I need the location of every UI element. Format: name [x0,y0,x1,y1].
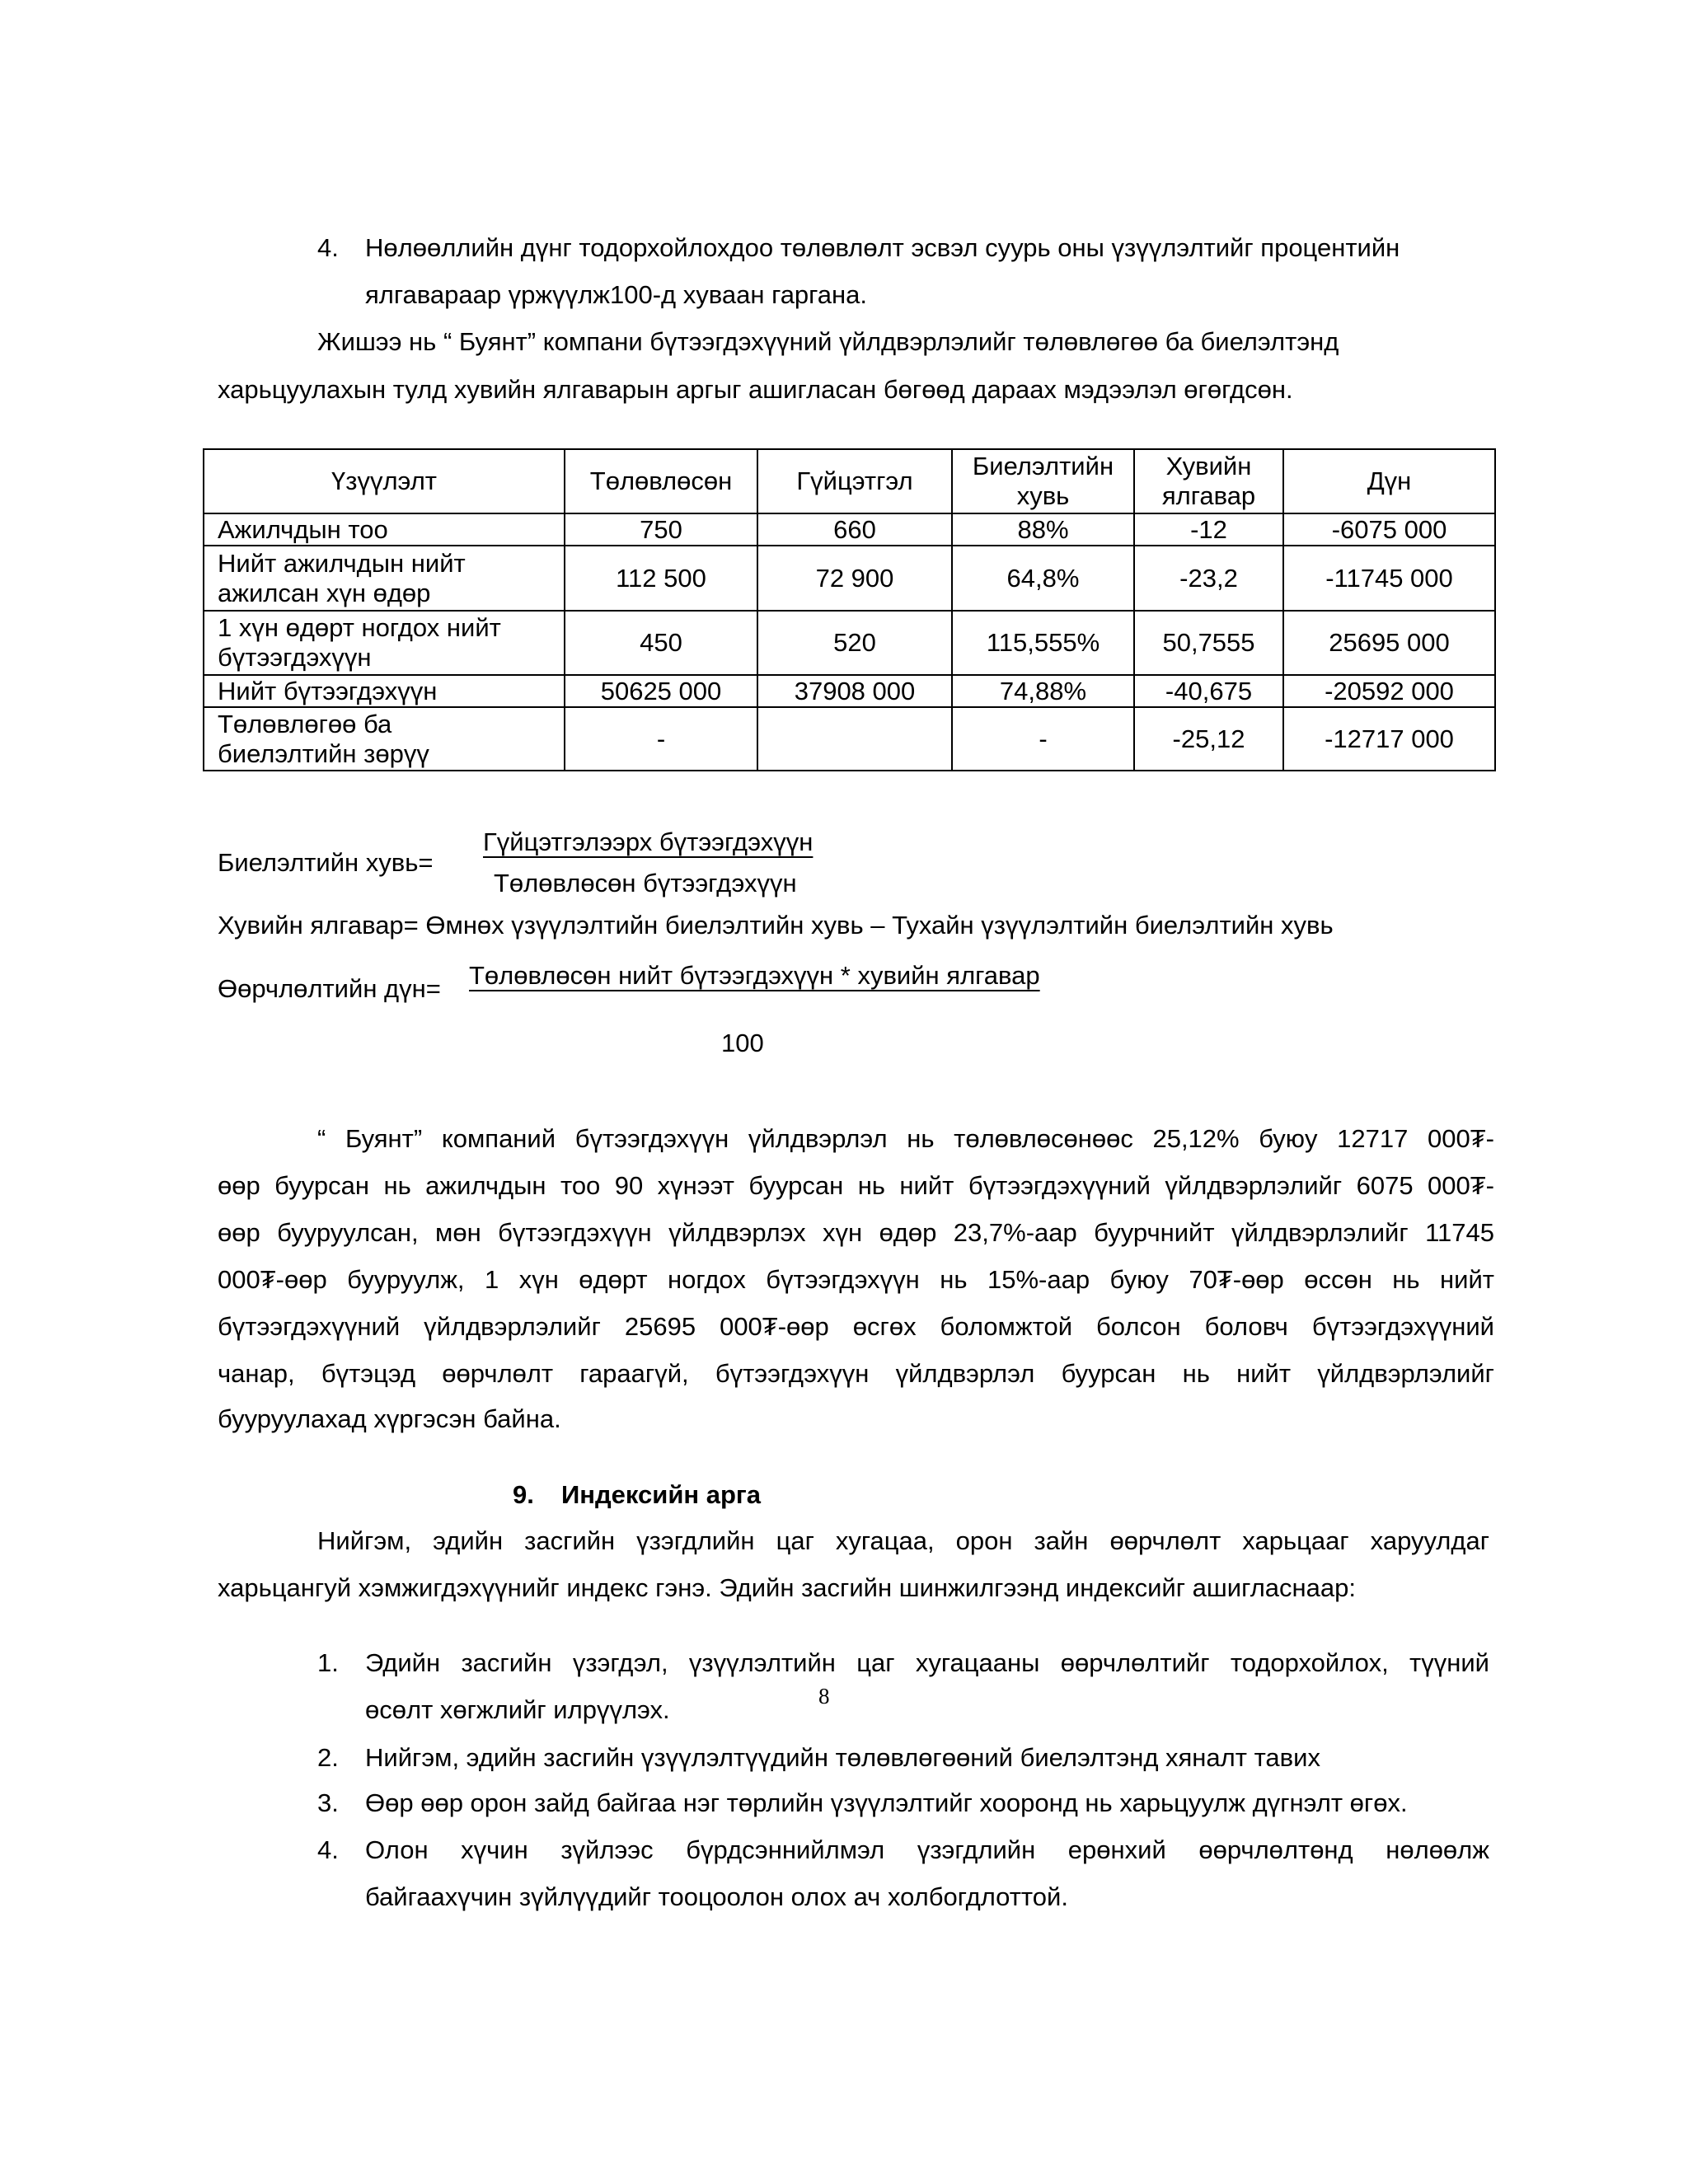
table-cell-completion: 64,8% [952,546,1134,611]
table-header-cell-difference [1134,449,1283,513]
table-cell-completion: - [952,707,1134,771]
table-cell-amount: 25695 000 [1283,611,1495,675]
table-cell-actual: 72 900 [757,546,952,611]
table-cell-indicator [204,513,565,546]
table-cell-indicator [204,675,565,707]
indicator-text: биелэлтийн зөрүү [218,738,429,768]
header-text: ялгавар [1161,481,1256,510]
list-item-number: 2. [317,1743,339,1772]
table-cell-difference: 50,7555 [1134,611,1283,675]
table-cell-completion: 74,88% [952,675,1134,707]
analysis-paragraph-line: өөр бууруулсан, мөн бүтээгдэхүүн үйлдвэрлэх хүн өдөр 23,7%-аар буурчнийт үйлдвэрлэлийг 11745 [218,1218,1494,1247]
plan-performance-table [203,448,1496,771]
table-cell-actual [757,707,952,771]
table-cell-completion: 115,555% [952,611,1134,675]
indicator-text: Нийт бүтээгдэхүүн [218,676,438,705]
analysis-paragraph-line: чанар, бүтэцэд өөрчлөлт гараагүй, бүтээгдэхүүн үйлдвэрлэл буурсан нь нийт үйлдвэрлэлийг [218,1359,1494,1388]
table-cell-completion: 88% [952,513,1134,546]
table-cell-planned: 750 [565,513,757,546]
table-header-cell-indicator [204,449,565,513]
table-cell-amount: -11745 000 [1283,546,1495,611]
table-header-cell-actual [757,449,952,513]
change-amount-formula-label: Өөрчлөлтийн дүн= [218,974,441,1003]
table-row [204,513,1495,546]
table-cell-indicator [204,611,565,675]
table-header-row [204,449,1495,513]
completion-formula-numerator: Гүйцэтгэлээрх бүтээгдэхүүн [483,827,814,856]
list-item-line: Нийгэм, эдийн засгийн үзүүлэлтүүдийн төлөвлөгөөний биелэлтэнд хяналт тавих [365,1743,1320,1772]
table-cell-difference: -12 [1134,513,1283,546]
table-cell-planned: 112 500 [565,546,757,611]
list-item-line: байгаахүчин зүйлүүдийг тооцоолон олох ач холбогдлоттой. [365,1882,1068,1911]
completion-formula-label: Биелэлтийн хувь= [218,848,434,877]
table-cell-amount: -20592 000 [1283,675,1495,707]
header-text: Төлөвлөсөн [589,466,733,495]
header-text: Үзүүлэлт [331,466,437,495]
table-row [204,611,1495,675]
table-cell-difference: -25,12 [1134,707,1283,771]
list-item-number: 4. [317,1835,339,1864]
intro-item-line: ялгавараар үржүүлж100-д хуваан гаргана. [365,280,868,309]
table-cell-planned: - [565,707,757,771]
intro-item-number: 4. [317,233,339,262]
example-paragraph-line: харьцуулахын тулд хувийн ялгаварын аргыг ашигласан бөгөөд дараах мэдээлэл өгөгдсөн. [218,375,1293,404]
table-row [204,546,1495,611]
list-item-line: Эдийн засгийн үзэгдэл, үзүүлэлтийн цаг хугацааны өөрчлөлтийг тодорхойлох, түүний [365,1648,1489,1677]
list-item-line: Өөр өөр орон зайд байгаа нэг төрлийн үзүүлэлтийг хооронд нь харьцуулж дүгнэлт өгөх. [365,1788,1408,1817]
indicator-text: ажилсан хүн өдөр [218,578,431,607]
indicator-text: Төлөвлөгөө ба [218,709,392,738]
indicator-text: 1 хүн өдөрт ногдох нийт [218,613,501,642]
intro-item-line: Нөлөөллийн дүнг тодорхойлохдоо төлөвлөлт эсвэл суурь оны үзүүлэлтийг процентийн [365,233,1400,262]
table-cell-difference: -23,2 [1134,546,1283,611]
table-header-cell-amount [1283,449,1495,513]
list-item-line: өсөлт хөгжлийг илрүүлэх. [365,1695,670,1724]
table-row [204,707,1495,771]
index-paragraph-line: харьцангуй хэмжигдэхүүнийг индекс гэнэ. Эдийн засгийн шинжилгээнд индексийг ашигласнаар: [218,1573,1356,1602]
header-text: Гүйцэтгэл [796,466,913,495]
analysis-paragraph-line: “ Буянт” компаний бүтээгдэхүүн үйлдвэрлэл нь төлөвлөсөнөөс 25,12% буюу 12717 000₮- [317,1124,1494,1153]
change-amount-formula-numerator: Төлөвлөсөн нийт бүтээгдэхүүн * хувийн ялгавар [469,961,1040,990]
header-text: Дүн [1367,466,1412,495]
table-cell-amount: -12717 000 [1283,707,1495,771]
section-title: Индексийн арга [561,1480,762,1509]
list-item-line: Олон хүчин зүйлээс бүрдсэннийлмэл үзэгдлийн ерөнхий өөрчлөлтөнд нөлөөлж [365,1835,1489,1864]
header-text: Хувийн [1165,452,1252,480]
page-number: 8 [818,1684,830,1708]
header-text: хувь [1016,481,1070,510]
analysis-paragraph-line: 000₮-өөр бууруулж, 1 хүн өдөрт ногдох бүтээгдэхүүн нь 15%-аар буюу 70₮-өөр өссөн нь нийт [218,1265,1494,1294]
table-cell-planned: 50625 000 [565,675,757,707]
table-row [204,675,1495,707]
table-cell-actual: 660 [757,513,952,546]
index-paragraph-line: Нийгэм, эдийн засгийн үзэгдлийн цаг хугацаа, орон зайн өөрчлөлт харьцааг харуулдаг [317,1526,1489,1555]
table-header-cell-planned [565,449,757,513]
analysis-paragraph-line: өөр буурсан нь ажилчдын тоо 90 хүнээт буурсан нь нийт бүтээгдэхүүний үйлдвэрлэлийг 6075 000₮- [218,1171,1494,1200]
table-cell-indicator [204,707,565,771]
section-number: 9. [513,1480,534,1509]
table-cell-planned: 450 [565,611,757,675]
example-paragraph-line: Жишээ нь “ Буянт” компани бүтээгдэхүүний үйлдвэрлэлийг төлөвлөгөө ба биелэлтэнд [317,327,1339,356]
table-cell-amount: -6075 000 [1283,513,1495,546]
list-item-number: 1. [317,1648,339,1677]
table-cell-difference: -40,675 [1134,675,1283,707]
table-cell-indicator [204,546,565,611]
header-text: Биелэлтийн [972,452,1114,480]
indicator-text: Ажилчдын тоо [218,514,388,544]
list-item-number: 3. [317,1788,339,1817]
analysis-paragraph-line: бууруулахад хүргэсэн байна. [218,1404,561,1433]
completion-formula-denominator: Төлөвлөсөн бүтээгдэхүүн [494,869,797,898]
table-cell-actual: 520 [757,611,952,675]
table-cell-actual: 37908 000 [757,675,952,707]
indicator-text: Нийт ажилчдын нийт [218,548,466,578]
table-header-cell-completion [952,449,1134,513]
change-amount-formula-denominator: 100 [721,1029,764,1057]
indicator-text: бүтээгдэхүүн [218,643,372,672]
difference-formula: Хувийн ялгавар= Өмнөх үзүүлэлтийн биелэлтийн хувь – Тухайн үзүүлэлтийн биелэлтийн хувь [218,911,1334,940]
analysis-paragraph-line: бүтээгдэхүүний үйлдвэрлэлийг 25695 000₮-өөр өсгөх боломжтой болсон боловч бүтээгдэхүүний [218,1312,1494,1341]
